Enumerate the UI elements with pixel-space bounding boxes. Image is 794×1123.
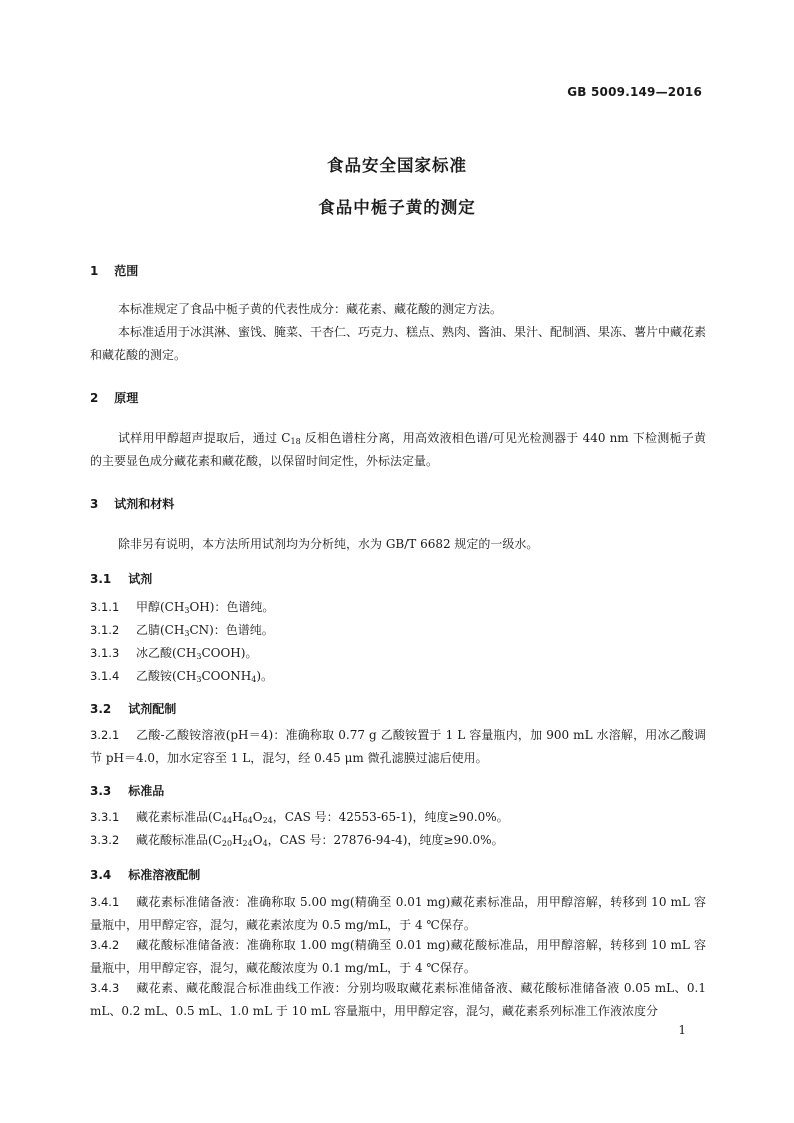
text-run: 甲醇(CH bbox=[136, 600, 185, 614]
list-item bbox=[90, 934, 706, 980]
list-item bbox=[90, 665, 706, 688]
item-number: 3.3.2 bbox=[90, 833, 120, 847]
text-run: CN)：色谱纯。 bbox=[189, 623, 274, 637]
item-text: 藏花酸标准储备液：准确称取 1.00 mg(精确至 0.01 mg)藏花酸标准品，用甲醇溶解，转移到 10 mL 容量瓶中，用甲醇定容，混匀，藏花酸浓度为 0.1 mg/mL，于 4 ℃保存。 bbox=[90, 938, 706, 975]
subscript: 3 bbox=[196, 675, 202, 684]
section-title: 试剂 bbox=[128, 572, 153, 586]
section-title: 试剂和材料 bbox=[114, 497, 175, 511]
section-heading-3 bbox=[90, 495, 174, 512]
item-text: 乙酸-乙酸铵溶液(pH＝4)：准确称取 0.77 g 乙酸铵置于 1 L 容量瓶内，加 900 mL 水溶解，用冰乙酸调节 pH＝4.0，加水定容至 1 L，混匀，经 0.45 μm 微孔滤膜过滤后使用。 bbox=[90, 728, 706, 765]
subscript: 4 bbox=[251, 675, 257, 684]
list-item bbox=[90, 891, 706, 937]
text-run: 乙腈(CH bbox=[136, 623, 185, 637]
text-run: 藏花素标准品(C bbox=[136, 810, 222, 824]
section-heading-2 bbox=[90, 389, 138, 406]
text-run: 冰乙酸(CH bbox=[136, 646, 197, 660]
text-run: O bbox=[252, 833, 263, 847]
item-text: 藏花素标准储备液：准确称取 5.00 mg(精确至 0.01 mg)藏花素标准品，用甲醇溶解，转移到 10 mL 容量瓶中，用甲醇定容，混匀，藏花素浓度为 0.5 mg/mL，于 4 ℃保存。 bbox=[90, 895, 706, 932]
list-item bbox=[90, 806, 706, 829]
text-run: 反相色谱柱分离，用高效液相色谱/可见光检测器于 440 nm 下检测栀子黄的主要显色成分藏花素和藏花酸，以保留时间定性，外标法定量。 bbox=[90, 431, 706, 468]
text-run: COONH bbox=[201, 669, 252, 683]
text-run: )。 bbox=[256, 669, 274, 683]
list-item bbox=[90, 596, 706, 619]
document-title-sub: 食品中栀子黄的测定 bbox=[318, 198, 476, 217]
section-title: 标准品 bbox=[128, 784, 165, 798]
section-number: 3.2 bbox=[90, 702, 112, 716]
subscript: 3 bbox=[184, 629, 190, 638]
section-number: 3.4 bbox=[90, 868, 112, 882]
section-number: 3.3 bbox=[90, 784, 112, 798]
text-run: 试样用甲醇超声提取后，通过 C bbox=[118, 431, 291, 445]
text-run: COOH)。 bbox=[201, 646, 258, 660]
paragraph bbox=[90, 427, 706, 473]
section-number: 1 bbox=[90, 264, 99, 278]
item-number: 3.1.2 bbox=[90, 623, 120, 637]
subscript: 4 bbox=[262, 839, 268, 848]
page-number: 1 bbox=[678, 1023, 686, 1037]
subscript: 3 bbox=[196, 652, 202, 661]
document-title-main: 食品安全国家标准 bbox=[327, 156, 467, 175]
section-title: 原理 bbox=[114, 391, 139, 405]
list-item bbox=[90, 977, 706, 1023]
text-run: OH)：色谱纯。 bbox=[189, 600, 275, 614]
item-number: 3.1.4 bbox=[90, 669, 120, 683]
text-run: 乙酸铵(CH bbox=[136, 669, 197, 683]
subsection-heading-3-4 bbox=[90, 866, 200, 883]
section-title: 标准溶液配制 bbox=[128, 868, 201, 882]
text-run: ，CAS 号：27876-94-4)，纯度≥90.0%。 bbox=[267, 833, 504, 847]
subscript: 18 bbox=[290, 437, 301, 446]
paragraph: 本标准适用于冰淇淋、蜜饯、腌菜、干杏仁、巧克力、糕点、熟肉、酱油、果汁、配制酒、果冻、薯片中藏花素和藏花酸的测定。 bbox=[90, 325, 707, 362]
list-item bbox=[90, 619, 706, 642]
list-item bbox=[90, 642, 706, 665]
text-run: O bbox=[252, 810, 263, 824]
text-run: H bbox=[232, 810, 243, 824]
paragraph: 除非另有说明，本方法所用试剂均为分析纯，水为 GB/T 6682 规定的一级水。 bbox=[118, 537, 539, 551]
section-number: 2 bbox=[90, 391, 99, 405]
subsection-heading-3-3 bbox=[90, 782, 164, 799]
item-number: 3.1.3 bbox=[90, 646, 120, 660]
section-title: 试剂配制 bbox=[128, 702, 177, 716]
section-number: 3.1 bbox=[90, 572, 112, 586]
text-run: ，CAS 号：42553-65-1)，纯度≥90.0%。 bbox=[272, 810, 509, 824]
item-number: 3.1.1 bbox=[90, 600, 120, 614]
item-number: 3.3.1 bbox=[90, 810, 120, 824]
item-text: 藏花素、藏花酸混合标准曲线工作液：分别均吸取藏花素标准储备液、藏花酸标准储备液 0.05 mL、0.1 mL、0.2 mL、0.5 mL、1.0 mL 于 10 mL 容量瓶中，用甲醇定容，混匀，藏花素系列标准工作液浓度分 bbox=[90, 981, 706, 1018]
section-title: 范围 bbox=[114, 264, 139, 278]
text-run: 藏花酸标准品(C bbox=[136, 833, 222, 847]
subscript: 24 bbox=[242, 839, 253, 848]
section-number: 3 bbox=[90, 497, 99, 511]
section-heading-1 bbox=[90, 262, 138, 279]
subscript: 44 bbox=[221, 816, 233, 825]
item-number: 3.4.1 bbox=[90, 895, 120, 909]
text-run: H bbox=[232, 833, 243, 847]
subscript: 24 bbox=[262, 816, 273, 825]
subsection-heading-3-1 bbox=[90, 570, 152, 587]
list-item bbox=[90, 724, 706, 770]
subscript: 3 bbox=[184, 606, 190, 615]
subscript: 64 bbox=[242, 816, 253, 825]
subsection-heading-3-2 bbox=[90, 700, 176, 717]
list-item bbox=[90, 829, 706, 852]
item-number: 3.4.3 bbox=[90, 981, 120, 995]
subscript: 20 bbox=[221, 839, 233, 848]
paragraph: 本标准规定了食品中栀子黄的代表性成分：藏花素、藏花酸的测定方法。 bbox=[118, 302, 503, 316]
item-number: 3.2.1 bbox=[90, 728, 120, 742]
standard-code: GB 5009.149—2016 bbox=[567, 85, 702, 99]
item-number: 3.4.2 bbox=[90, 938, 120, 952]
